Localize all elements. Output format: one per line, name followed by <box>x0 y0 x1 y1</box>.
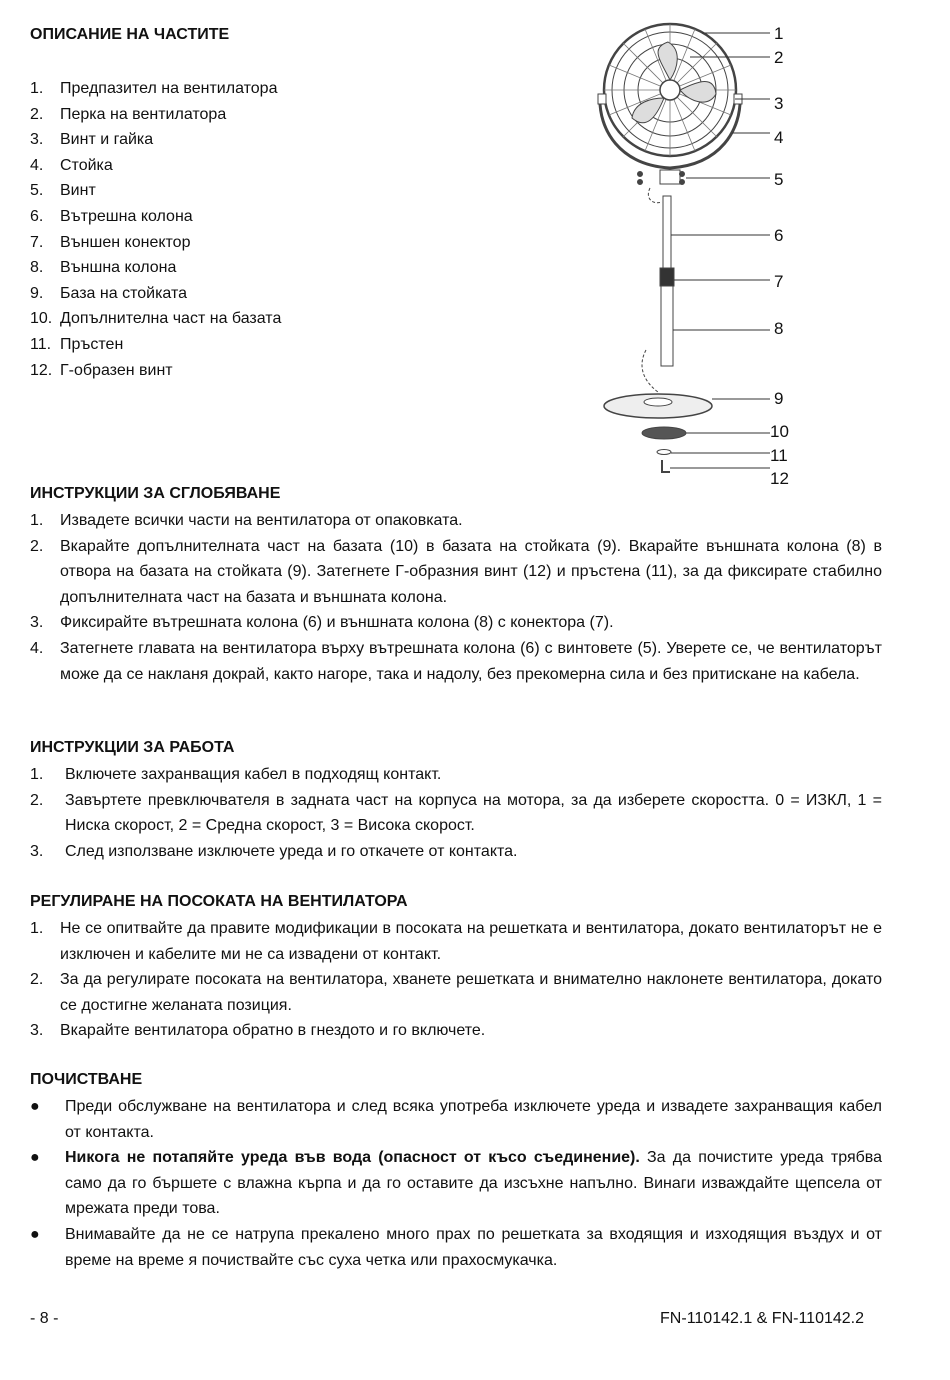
item-number: 11. <box>30 335 52 353</box>
item-label: Винт и гайка <box>60 131 154 149</box>
item-number: 3. <box>30 131 44 149</box>
callout-2: 2 <box>774 48 784 67</box>
base-extension <box>642 427 686 439</box>
list-item <box>30 636 882 687</box>
item-text: След използване изключете уреда и го откачете от контакта. <box>65 842 518 860</box>
callout-9: 9 <box>774 389 784 408</box>
item-label: Външна колона <box>60 259 177 277</box>
bullet: ● <box>30 1149 40 1167</box>
item-text: За да регулирате посоката на вентилатора, хванете решетката и внимателно наклонете вентилатора, докато се достигне желаната позиция. <box>60 971 882 1014</box>
item-text: Фиксирайте вътрешната колона (6) и външната колона (8) с конектора (7). <box>60 614 614 632</box>
fan-blade <box>632 98 664 123</box>
page-number: - 8 - <box>30 1310 59 1327</box>
item-number: 4. <box>30 639 44 657</box>
list-item <box>30 358 281 384</box>
item-number: 1. <box>30 920 44 937</box>
fan-parts-diagram <box>590 20 810 500</box>
warning-text: Никога не потапяйте уреда във вода (опасност от късо съединение). <box>65 1149 640 1167</box>
item-number: 2. <box>30 537 44 555</box>
item-label: Стойка <box>60 156 113 174</box>
list-item <box>30 610 882 636</box>
item-number: 2. <box>30 971 44 989</box>
item-label: Винт <box>60 182 96 200</box>
cleaning-heading: ПОЧИСТВАНЕ <box>30 1071 143 1088</box>
callout-8: 8 <box>774 319 784 338</box>
callout-7: 7 <box>774 272 784 291</box>
item-text: Извадете всички части на вентилатора от опаковката. <box>60 512 463 529</box>
list-item <box>30 76 281 102</box>
list-item <box>30 1094 882 1145</box>
direction-heading: РЕГУЛИРАНЕ НА ПОСОКАТА НА ВЕНТИЛАТОРА <box>30 893 408 910</box>
list-item <box>30 153 281 179</box>
item-label: Предпазител на вентилатора <box>60 80 278 97</box>
assembly-list <box>30 508 882 687</box>
bullet: ● <box>30 1225 40 1243</box>
parts-list <box>30 76 281 383</box>
assembly-heading: ИНСТРУКЦИИ ЗА СГЛОБЯВАНЕ <box>30 485 281 502</box>
item-text: Завъртете превключвателя в задната част на корпуса на мотора, за да изберете скоростта. 0 = ИЗКЛ, 1 = Ниска скорост, 2 = Средна скорост, 3 = Висока скорост. <box>65 791 882 835</box>
screw <box>638 172 643 177</box>
callout-11: 11 <box>770 446 788 465</box>
list-item <box>30 332 281 358</box>
callout-6: 6 <box>774 226 784 245</box>
item-label: Вътрешна колона <box>60 207 193 225</box>
bracket-mount <box>660 170 680 184</box>
list-item <box>30 916 882 967</box>
item-text: Затегнете главата на вентилатора върху вътрешната колона (6) с винтовете (5). Уверете се, че вентилаторът може да се накланя докрай, както нагоре, така и надолу, без прекомерна сила и без притискане на кабела. <box>60 639 882 683</box>
list-item <box>30 1145 882 1222</box>
callout-10: 10 <box>770 422 789 441</box>
list-item <box>30 788 882 839</box>
list-item <box>30 508 882 534</box>
item-number: 3. <box>30 1022 44 1040</box>
list-item <box>30 839 882 865</box>
ring <box>657 450 671 455</box>
fan-hub <box>660 80 680 100</box>
item-number: 10. <box>30 310 53 328</box>
screw <box>638 180 643 185</box>
operation-list <box>30 762 882 864</box>
parts-heading: ОПИСАНИЕ НА ЧАСТИТЕ <box>30 26 230 43</box>
item-number: 12. <box>30 361 53 379</box>
item-label: Г-образен винт <box>60 361 173 379</box>
pole-connector <box>660 268 674 286</box>
list-item <box>30 967 882 1018</box>
item-number: 7. <box>30 233 44 251</box>
item-number: 2. <box>30 105 44 123</box>
item-number: 9. <box>30 284 44 302</box>
fan-blade <box>658 42 677 80</box>
item-text-rest: За да почистите уреда трябва само да го бършете с влажна кърпа и да го оставите да изсъхне напълно. Винаги изваждайте щепсела от мрежата преди това. <box>65 1149 882 1218</box>
item-number: 2. <box>30 791 44 809</box>
item-number: 3. <box>30 614 44 632</box>
bracket-knob-left <box>598 94 606 104</box>
direction-list <box>30 916 882 1044</box>
callout-12: 12 <box>770 469 789 488</box>
item-number: 8. <box>30 259 44 277</box>
item-number: 4. <box>30 156 44 174</box>
item-text: Включете захранващия кабел в подходящ контакт. <box>65 766 442 783</box>
list-item <box>30 102 281 128</box>
list-item <box>30 1018 882 1044</box>
list-item <box>30 127 281 153</box>
l-screw <box>662 460 670 472</box>
outer-pole <box>661 286 673 366</box>
item-number: 3. <box>30 842 44 860</box>
list-item <box>30 762 882 788</box>
fan-blade <box>680 82 716 103</box>
item-text: Внимавайте да не се натрупа прекалено много прах по решетката за входящия и изходящия въздух и от време на време я почиствайте със суха четка или прахосмукачка. <box>65 1225 882 1269</box>
item-text: Преди обслужване на вентилатора и след всяка употреба изключете уреда и извадете захранващия кабел от контакта. <box>65 1098 882 1141</box>
item-number: 1. <box>30 80 44 97</box>
item-label: Допълнителна част на базата <box>60 310 282 328</box>
callout-4: 4 <box>774 128 784 147</box>
item-number: 1. <box>30 766 44 783</box>
screw <box>680 172 685 177</box>
list-item <box>30 306 281 332</box>
bullet: ● <box>30 1098 40 1115</box>
item-text: Вкарайте вентилатора обратно в гнездото и го включете. <box>60 1022 486 1040</box>
item-label: Перка на вентилатора <box>60 105 227 123</box>
callout-5: 5 <box>774 170 784 189</box>
list-item <box>30 281 281 307</box>
list-item <box>30 230 281 256</box>
item-text <box>65 1145 882 1222</box>
assembly-arrow <box>642 350 658 392</box>
item-number: 1. <box>30 512 44 529</box>
list-item <box>30 534 882 611</box>
list-item <box>30 255 281 281</box>
assembly-arrow <box>648 188 662 203</box>
item-label: База на стойката <box>60 284 188 302</box>
inner-pole <box>663 196 671 270</box>
cleaning-list <box>30 1094 882 1273</box>
list-item <box>30 178 281 204</box>
list-item <box>30 204 281 230</box>
item-number: 5. <box>30 182 44 200</box>
item-number: 6. <box>30 207 44 225</box>
list-item <box>30 1222 882 1273</box>
operation-heading: ИНСТРУКЦИИ ЗА РАБОТА <box>30 739 235 756</box>
item-label: Пръстен <box>60 335 124 353</box>
base-hole <box>644 398 672 406</box>
callout-3: 3 <box>774 94 784 113</box>
screw <box>680 180 685 185</box>
item-text: Вкарайте допълнителната част на базата (10) в базата на стойката (9). Вкарайте външната колона (8) в отвора на базата на стойката (9). Затегнете Г-образния винт (12) и пръстена (11), за да фиксирате стабилно допълнителната част на базата и външната колона. <box>60 537 882 606</box>
callout-1: 1 <box>774 24 784 43</box>
item-text: Не се опитвайте да правите модификации в посоката на решетката и вентилатора, докато вентилаторът не е изключен и кабелите ми не са извадени от контакт. <box>60 920 882 963</box>
model-number: FN-110142.1 & FN-110142.2 <box>660 1310 864 1327</box>
item-label: Външен конектор <box>60 233 191 251</box>
